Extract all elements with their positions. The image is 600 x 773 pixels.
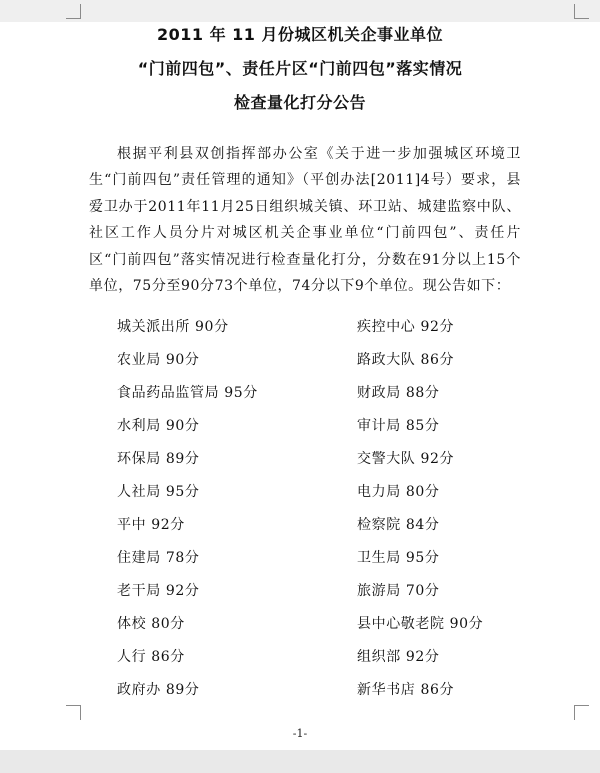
score-item: 老干局 92分 [117, 583, 200, 599]
score-item: 平中 92分 [117, 517, 185, 533]
score-item: 县中心敬老院 90分 [357, 616, 484, 632]
score-item: 组织部 92分 [357, 649, 440, 665]
score-list-right [357, 315, 483, 711]
score-item: 食品药品监管局 95分 [117, 385, 258, 401]
viewer-bottom-margin [0, 750, 600, 773]
body-paragraph: 根据平利县双创指挥部办公室《关于进一步加强城区环境卫生“门前四包”责任管理的通知》（平创办法[2011]4号）要求，县爱卫办于2011年11月25日组织城关镇、环卫站、城建监察中队、社区工作人员分片对城区机关企事业单位“门前四包”、责任片区“门前四包”落实情况进行检查量化打分，分数在91分以上15个单位，75分至90分73个单位，74分以下9个单位。现公告如下： [89, 146, 521, 295]
crop-mark-top-right [574, 4, 589, 19]
score-item: 卫生局 95分 [357, 550, 440, 566]
score-item: 政府办 89分 [117, 682, 200, 698]
score-item: 检察院 84分 [357, 517, 440, 533]
score-list-left [117, 315, 258, 711]
score-item: 体校 80分 [117, 616, 185, 632]
page-number: -1- [292, 727, 308, 740]
crop-mark-top-left [66, 4, 81, 19]
viewer-top-margin [0, 0, 600, 22]
score-item: 人社局 95分 [117, 484, 200, 500]
score-item: 路政大队 86分 [357, 352, 455, 368]
score-item: 水利局 90分 [117, 418, 200, 434]
score-item: 农业局 90分 [117, 352, 200, 368]
score-item: 审计局 85分 [357, 418, 440, 434]
title-line-3: 检查量化打分公告 [233, 93, 366, 112]
score-item: 财政局 88分 [357, 385, 440, 401]
title-line-2: “门前四包”、责任片区“门前四包”落实情况 [137, 59, 463, 78]
title-line-1: 2011 年 11 月份城区机关企事业单位 [156, 25, 443, 44]
score-item: 新华书店 86分 [357, 682, 455, 698]
score-item: 住建局 78分 [117, 550, 200, 566]
score-item: 旅游局 70分 [357, 583, 440, 599]
score-item: 电力局 80分 [357, 484, 440, 500]
crop-mark-bottom-right [574, 705, 589, 720]
score-item: 环保局 89分 [117, 451, 200, 467]
score-item: 交警大队 92分 [357, 451, 455, 467]
score-item: 人行 86分 [117, 649, 185, 665]
score-item: 城关派出所 90分 [117, 319, 229, 335]
crop-mark-bottom-left [66, 705, 81, 720]
score-item: 疾控中心 92分 [357, 319, 455, 335]
